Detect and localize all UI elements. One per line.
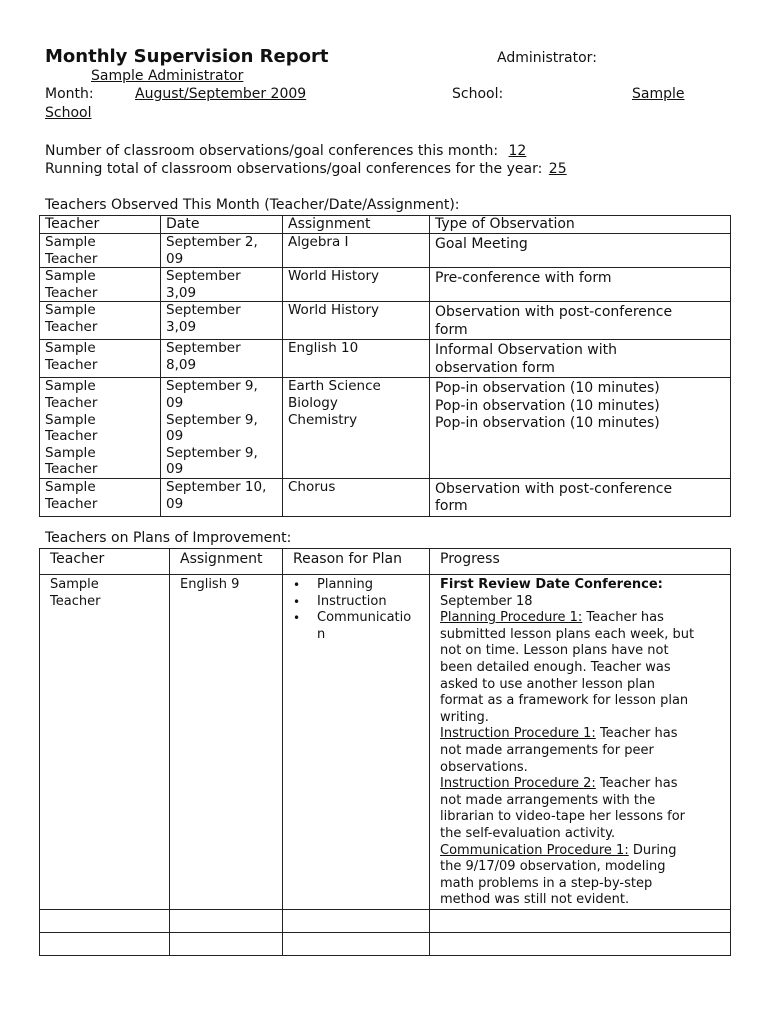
improvement-table <box>39 548 731 956</box>
procedure-text-line: not made arrangements for peer <box>440 742 654 758</box>
column-header-progress: Progress <box>430 549 731 575</box>
procedure-text-line: method was still not evident. <box>440 892 630 908</box>
observations-table <box>39 215 731 517</box>
cell-line: 09 <box>166 250 184 267</box>
cell-line: Teacher <box>45 394 98 411</box>
cell-line: Pop-in observation (10 minutes) <box>435 380 660 397</box>
list-item <box>293 610 419 643</box>
procedure-entry <box>440 610 722 726</box>
assignment-cell <box>283 302 430 340</box>
assignment-cell <box>283 478 430 516</box>
cell-line: Teacher <box>45 318 98 335</box>
observations-heading: Teachers Observed This Month (Teacher/Date/Assignment): <box>45 197 460 213</box>
procedure-text: Teacher has <box>582 610 664 626</box>
column-header-teacher: Teacher <box>40 216 161 234</box>
month-label: Month: <box>45 86 94 102</box>
cell-line: Sample <box>45 234 96 250</box>
review-title: First Review Date Conference: <box>440 577 663 592</box>
table-row-empty <box>40 932 731 955</box>
column-header-assignment: Assignment <box>283 216 430 234</box>
cell-line: Sample <box>45 378 96 395</box>
procedure-text-line: math problems in a step-by-step <box>440 875 653 891</box>
procedure-label: Instruction Procedure 2: <box>440 776 596 792</box>
improvement-heading: Teachers on Plans of Improvement: <box>45 530 292 546</box>
monthly-count-label: Number of classroom observations/goal conferences this month: <box>45 143 499 159</box>
teacher-cell <box>40 268 161 302</box>
empty-cell <box>430 932 731 955</box>
cell-line: September <box>166 302 241 319</box>
cell-line: September 9, <box>166 378 258 395</box>
reason-cell <box>283 575 430 910</box>
procedure-entry <box>440 776 722 842</box>
procedure-entry <box>440 843 722 909</box>
column-header-assignment: Assignment <box>170 549 283 575</box>
type-cell <box>430 478 731 516</box>
observations-header-row <box>40 216 731 234</box>
cell-line: Observation with post-conference <box>435 480 673 497</box>
procedure-text-line: asked to use another lesson plan <box>440 676 656 692</box>
cell-line: English 10 <box>288 340 359 357</box>
cell-line: September 2, <box>166 234 258 250</box>
assignment-cell <box>283 234 430 268</box>
cell-line: 3,09 <box>166 284 197 301</box>
procedure-text-line: observations. <box>440 759 528 775</box>
procedure-label: Communication Procedure 1: <box>440 842 629 858</box>
type-cell <box>430 340 731 378</box>
monthly-count-value: 12 <box>508 143 527 159</box>
procedure-text-line: not on time. Lesson plans have not <box>440 643 669 659</box>
administrator-value: Sample Administrator <box>91 68 244 84</box>
procedure-text-line: the self-evaluation activity. <box>440 825 616 841</box>
teacher-cell <box>40 340 161 378</box>
table-row <box>40 575 731 910</box>
cell-line: Goal Meeting <box>435 236 528 252</box>
school-value-continued: School <box>45 105 92 121</box>
cell-line: Sample <box>45 411 96 428</box>
cell-line: September 9, <box>166 444 258 461</box>
procedure-list <box>440 610 722 909</box>
reason-text: Communicatio <box>317 610 412 626</box>
procedure-label: Planning Procedure 1: <box>440 610 583 626</box>
assignment-cell <box>283 340 430 378</box>
cell-line: Teacher <box>45 250 98 267</box>
improvement-header-row <box>40 549 731 575</box>
table-row <box>40 478 731 516</box>
progress-cell <box>430 575 731 910</box>
procedure-text: During <box>628 842 677 858</box>
cell-line: Sample <box>45 302 96 319</box>
yearly-count-label: Running total of classroom observations/goal conferences for the year: <box>45 161 543 177</box>
cell-line: form <box>435 498 468 515</box>
procedure-first-line <box>440 843 722 860</box>
procedure-text-line: been detailed enough. Teacher was <box>440 659 671 675</box>
table-row <box>40 378 731 479</box>
column-header-teacher: Teacher <box>40 549 170 575</box>
empty-cell <box>170 909 283 932</box>
date-cell <box>161 478 283 516</box>
table-row <box>40 234 731 268</box>
empty-cell <box>283 909 430 932</box>
month-value: August/September 2009 <box>135 86 307 102</box>
cell-line: Sample <box>45 340 96 357</box>
empty-cell <box>430 909 731 932</box>
cell-line: Chemistry <box>288 411 358 428</box>
column-header-type: Type of Observation <box>430 216 731 234</box>
assignment-cell <box>283 378 430 479</box>
empty-cell <box>40 932 170 955</box>
cell-line: Observation with post-conference <box>435 304 673 321</box>
cell-line: Sample <box>45 478 96 495</box>
teacher-cell <box>40 378 161 479</box>
cell-line: 09 <box>166 495 184 512</box>
cell-line: Algebra I <box>288 234 349 250</box>
cell-line: Earth Science <box>288 378 381 395</box>
column-header-reason: Reason for Plan <box>283 549 430 575</box>
cell-line: 8,09 <box>166 356 197 373</box>
cell-line: Pop-in observation (10 minutes) <box>435 397 660 414</box>
procedure-text: Teacher has <box>595 726 678 742</box>
cell-line: Informal Observation with <box>435 342 617 359</box>
cell-line: form <box>435 321 468 338</box>
table-row-empty <box>40 909 731 932</box>
school-label: School: <box>452 86 504 102</box>
cell-line: 09 <box>166 461 184 478</box>
procedure-text: Teacher has <box>595 776 678 792</box>
teacher-cell <box>40 302 161 340</box>
reason-text: Instruction <box>317 593 387 609</box>
cell-line: Teacher <box>45 428 98 445</box>
empty-cell <box>283 932 430 955</box>
monthly-count-line <box>45 143 526 160</box>
cell-line: World History <box>288 268 380 285</box>
list-item <box>293 577 419 594</box>
cell-line: Sample <box>45 444 96 461</box>
cell-line: Pop-in observation (10 minutes) <box>435 415 660 432</box>
cell-line: September 10, <box>166 478 267 495</box>
reason-text: Planning <box>317 577 373 592</box>
cell-line: Pre-conference with form <box>435 270 612 287</box>
reason-text-continued: n <box>317 626 326 642</box>
table-row <box>40 302 731 340</box>
table-row <box>40 340 731 378</box>
teacher-cell <box>40 478 161 516</box>
date-cell <box>161 234 283 268</box>
yearly-count-value: 25 <box>548 161 567 177</box>
date-cell <box>161 302 283 340</box>
type-cell <box>430 302 731 340</box>
cell-line: 09 <box>166 394 184 411</box>
type-cell <box>430 234 731 268</box>
procedure-first-line <box>440 610 722 627</box>
procedure-text-line: the 9/17/09 observation, modeling <box>440 859 666 875</box>
cell-line: September <box>166 340 241 357</box>
cell-line: World History <box>288 302 380 319</box>
date-cell <box>161 268 283 302</box>
type-cell <box>430 268 731 302</box>
procedure-label: Instruction Procedure 1: <box>440 726 596 742</box>
teacher-cell <box>40 575 170 910</box>
teacher-cell <box>40 234 161 268</box>
procedure-text-line: librarian to video-tape her lessons for <box>440 809 685 825</box>
cell-line: Biology <box>288 394 338 411</box>
cell-line: September 9, <box>166 411 258 428</box>
procedure-text-line: not made arrangements with the <box>440 792 656 808</box>
cell-line: Sample <box>45 268 96 285</box>
assignment-cell: English 9 <box>170 575 283 910</box>
cell-line: 09 <box>166 428 184 445</box>
empty-cell <box>40 909 170 932</box>
cell-line: Teacher <box>45 356 98 373</box>
column-header-date: Date <box>161 216 283 234</box>
reason-list <box>293 577 419 643</box>
cell-line: Sample <box>50 577 99 592</box>
procedure-entry <box>440 726 722 776</box>
date-cell <box>161 340 283 378</box>
cell-line: Teacher <box>45 284 98 301</box>
procedure-text-line: format as a framework for lesson plan <box>440 693 689 709</box>
procedure-text-line: writing. <box>440 709 489 725</box>
procedure-first-line <box>440 726 722 743</box>
empty-cell <box>170 932 283 955</box>
administrator-label: Administrator: <box>497 50 597 66</box>
table-row <box>40 268 731 302</box>
yearly-count-line <box>45 161 567 178</box>
cell-line: Teacher <box>50 593 101 609</box>
list-item <box>293 594 419 611</box>
procedure-text-line: submitted lesson plans each week, but <box>440 626 695 642</box>
cell-line: Teacher <box>45 495 98 512</box>
school-value: Sample <box>632 86 685 102</box>
report-title: Monthly Supervision Report <box>45 46 329 67</box>
date-cell <box>161 378 283 479</box>
cell-line: September <box>166 268 241 285</box>
cell-line: Teacher <box>45 461 98 478</box>
review-date: September 18 <box>440 593 533 609</box>
cell-line: Chorus <box>288 478 336 495</box>
procedure-first-line <box>440 776 722 793</box>
assignment-cell <box>283 268 430 302</box>
cell-line: observation form <box>435 359 555 376</box>
cell-line: 3,09 <box>166 318 197 335</box>
type-cell <box>430 378 731 479</box>
